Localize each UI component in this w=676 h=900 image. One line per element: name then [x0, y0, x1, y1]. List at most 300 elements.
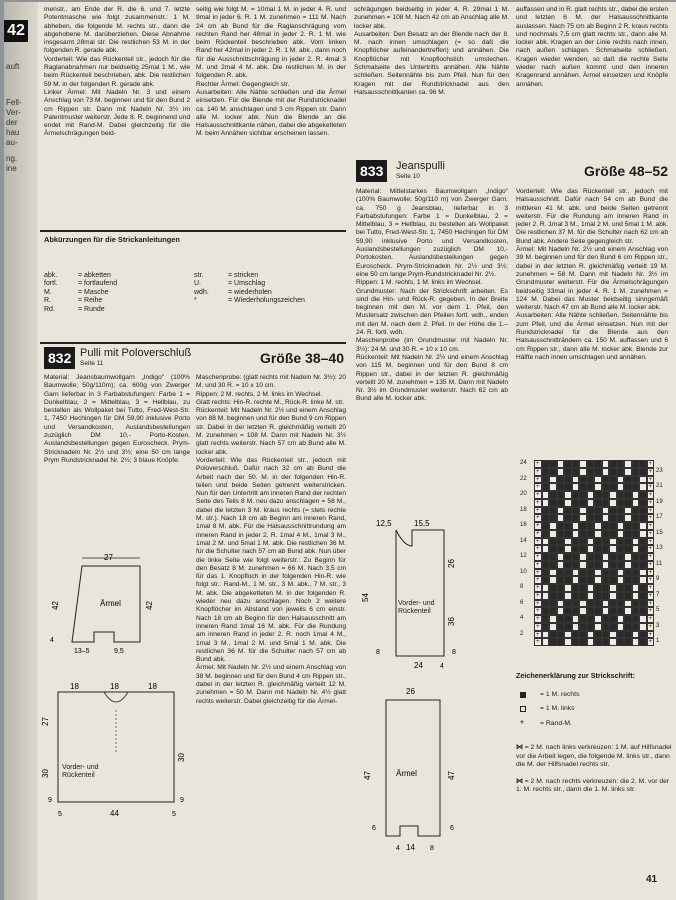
chart-cell — [587, 468, 595, 476]
paragraph: Vorderteil: Wie das Rückenteil str., jedoch mit Poloverschluß. Dafür nach 32 cm ab Bund die Arbeit nach der 50. M. in der folgenden Hin-R. teilen und beide Seiten getrennt weiterstricken. Nun für den Untertritt am inneren Rand der rechten Seite des Teils 8 M. neu dazu anschlagen = 58 M., dabei die letzten 3 M. kraus rechts (= stets rechte M. str.). Nach 18 cm ab Beginn am inneren Rand, 1mal 8 M. abk. Für die Halsausschnittrundung am inneren Rand in jeder 2. R. 1mal 4 M., 1mal 3 M., 1mal 2 M. und 5mal 1 M. abk. Die restlichen 36 M. für die Schulter nach 57 cm ab Bund abk. Nun über die linke Seite wie folgt weiterstr.: Zu Beginn für den Besatz 8 M. zunehmen = 66 M. Nach 3,5 cm für das 1. Knopfloch in der folgenden Hin-R. wie folgt str.: Rand-M., 1 M. str., 3 M. abk., 7 M. str., 3 M. abk. Die abgeketteten M. in der folgenden R. wieder neu dazu anschlagen. Noch 2 weitere Knopflöcher im Abstand von jeweils 6 cm einstr. Nach 18 cm ab Beginn für den Halsausschnitt am inneren Rand 1mal 16 M. abk. Für die Rundung am inneren Rand in jeder 2. R. noch 1mal 4 M., 1mal 3 M., 1mal 2 M. und 5mal 1 M. abk. Die restlichen 36 M. für die Schulter nach 57 cm ab Bund abk. — [196, 456, 346, 664]
abbreviation-meaning: = Reihe — [78, 297, 103, 305]
chart-cell — [572, 460, 580, 468]
chart-cell — [632, 592, 640, 600]
chart-row-number: 23 — [656, 467, 663, 474]
chart-cell — [542, 468, 550, 476]
abbreviation-meaning: = Masche — [78, 288, 109, 296]
chart-cell — [617, 468, 625, 476]
abbreviation: str. — [194, 272, 204, 279]
paragraph: Rückenteil: Mit Nadeln Nr. 2½ und einem Anschlag von 88 M. beginnen und für den Bund 9 cm Rippen str. Dabei in der letzten R. gleichmäßig verteilt 20 M. zunehmen = 108 M. Dann mit Nadeln Nr. 3½ glatt rechts weiterstr. Nach 57 cm ab Bund alle M. locker abk. — [196, 407, 346, 456]
dimension-label: 9 — [180, 797, 184, 804]
paragraph: seitig wie folgt M. = 10mal 1 M. in jeder 4. R. und 9mal in jeder 6. R. 1 M. zunehmen = 111 M. Nach 24 cm ab Bund für die Raglanschrägung vom rechten Rand her 48mal in jeder 2. R. 1 M. wie beim Rückenteil beschrieben abk. Vom linken Rand her 42mal in jeder 2. R. 1 M. abk., dann noch für die Ausschnittschrägung in jeder 2. R. 4mal 3 M. und 2mal 4 M. abk. Die restlichen M. in der folgenden R. abk. — [196, 6, 346, 80]
pattern-832-header — [44, 347, 344, 369]
piece-label: Ärmel — [100, 599, 121, 608]
chart-cell: + — [648, 592, 652, 599]
chart-cell — [579, 468, 587, 476]
chart-cell: + — [648, 507, 652, 514]
chart-cell — [542, 507, 550, 515]
chart-cell — [549, 522, 557, 530]
chart-cell — [624, 507, 632, 515]
chart-cell — [579, 607, 587, 615]
chart-cell — [624, 576, 632, 584]
chart-cell: + — [535, 554, 540, 560]
chart-cell — [639, 607, 647, 615]
margin-fragment: ine — [6, 164, 17, 173]
chart-cell: + — [648, 461, 652, 467]
paragraph: Ärmel: Mit Nadeln Nr. 2½ und einem Anschlag von 38 M. beginnen und für den Bund 4 cm Rippen str., dabei in der letzten R. gleichmäßig verteilt 12 M. zunehmen = 50 M. Dann mit Nadeln Nr. 4½ glatt rechts weiterstr. Dabei gleichzeitig für die Ärmel- — [196, 664, 346, 705]
chart-cell — [587, 638, 595, 646]
chart-cell — [594, 522, 602, 530]
dimension-label: 15,5 — [414, 519, 430, 528]
chart-cell — [572, 483, 580, 491]
chart-cell — [549, 592, 557, 600]
chart-cell — [602, 545, 610, 553]
dimension-label: 27 — [41, 717, 50, 726]
chart-cell — [549, 514, 557, 522]
chart-cell — [579, 491, 587, 499]
chart-cell — [632, 538, 640, 546]
chart-cell — [587, 538, 595, 546]
chart-cell — [609, 623, 617, 631]
margin-fragment: der — [6, 118, 18, 127]
chart-row-number: 14 — [520, 537, 527, 544]
dimension-label: 30 — [177, 753, 186, 762]
chart-cell — [542, 600, 550, 608]
chart-cell — [594, 576, 602, 584]
abbreviation: fortl. — [44, 280, 58, 288]
abbreviation-row — [44, 272, 194, 280]
chart-cell — [587, 483, 595, 491]
chart-cell — [639, 476, 647, 484]
chart-cell — [639, 638, 647, 646]
chart-cell — [602, 584, 610, 592]
cross-right-icon: ⋈ — [516, 777, 523, 785]
chart-cell — [632, 553, 640, 561]
chart-cell — [557, 592, 565, 600]
chart-cell — [557, 615, 565, 623]
chart-cell — [542, 460, 550, 468]
chart-cell — [572, 615, 580, 623]
margin-fragment: Fell- — [6, 98, 22, 107]
legend-title: Zeichenerklärung zur Strickschrift: — [516, 671, 636, 680]
chart-cell: + — [535, 639, 540, 646]
pattern-page: Seite 11 — [80, 360, 104, 367]
chart-row-number: 18 — [520, 506, 527, 513]
chart-cell: + — [648, 561, 652, 568]
chart-row-number: 24 — [520, 460, 527, 466]
chart-cell — [557, 600, 565, 608]
chart-cell — [602, 468, 610, 476]
chart-cell — [564, 623, 572, 631]
text-column-1 — [44, 6, 190, 139]
chart-cell: + — [535, 585, 540, 591]
chart-cell — [579, 615, 587, 623]
chart-cell — [587, 460, 595, 468]
chart-cell — [564, 584, 572, 592]
abbreviation-row — [194, 272, 344, 280]
chart-cell: + — [535, 616, 540, 622]
chart-row-number: 5 — [656, 607, 660, 614]
chart-cell — [564, 553, 572, 561]
chart-cell — [587, 615, 595, 623]
chart-cell — [587, 491, 595, 499]
abbreviation: Rd. — [44, 305, 55, 313]
chart-cell — [549, 623, 557, 631]
chart-cell — [572, 584, 580, 592]
chart-cell — [557, 499, 565, 507]
chart-cell — [587, 584, 595, 592]
chart-cell — [609, 530, 617, 538]
chart-cell — [549, 615, 557, 623]
chart-cell — [602, 638, 610, 646]
chart-cell — [594, 499, 602, 507]
chart-cell — [572, 530, 580, 538]
chart-cell — [617, 607, 625, 615]
chart-cell — [594, 460, 602, 468]
abbreviation: wdh. — [194, 288, 209, 296]
chart-cell: + — [648, 585, 652, 591]
chart-row-number: 15 — [656, 529, 663, 536]
chart-cell — [617, 569, 625, 577]
chart-cell — [632, 584, 640, 592]
chart-cell — [617, 460, 625, 468]
chart-cell — [632, 569, 640, 577]
chart-cell — [617, 592, 625, 600]
chart-cell — [602, 476, 610, 484]
chart-cell — [572, 522, 580, 530]
pattern-833-header — [356, 160, 668, 182]
margin-fragment: au- — [6, 138, 18, 147]
chart-cell: + — [648, 577, 652, 584]
chart-cell — [572, 507, 580, 515]
chart-cell — [617, 576, 625, 584]
chart-cell — [557, 491, 565, 499]
abbreviation-meaning: = stricken — [228, 272, 259, 279]
chart-cell — [587, 545, 595, 553]
chart-cell — [564, 483, 572, 491]
chart-cell — [549, 600, 557, 608]
chart-cell — [549, 584, 557, 592]
chart-cell — [594, 584, 602, 592]
chart-cell — [564, 592, 572, 600]
chart-cell — [632, 631, 640, 639]
paragraph: Glatt rechts: Hin-R. rechte M., Rück-R. linke M. str. — [196, 398, 345, 406]
chart-cell — [624, 615, 632, 623]
chart-cell — [542, 584, 550, 592]
chart-cell — [617, 530, 625, 538]
chart-cell — [617, 600, 625, 608]
chart-cell — [542, 569, 550, 577]
chart-cell — [572, 468, 580, 476]
chart-cell — [609, 576, 617, 584]
chart-cell — [624, 607, 632, 615]
legend-item — [516, 691, 672, 700]
chart-cell — [572, 592, 580, 600]
chart-cell — [639, 507, 647, 515]
chart-cell — [624, 491, 632, 499]
abbreviation-row — [44, 297, 194, 305]
chart-cell — [639, 553, 647, 561]
pattern-832-column-a — [44, 374, 190, 465]
paragraph: Rippen: 1 M. rechts, 1 M. links im Wechsel. — [356, 279, 483, 287]
chart-cell — [594, 631, 602, 639]
chart-cell — [587, 569, 595, 577]
chart-cell — [632, 476, 640, 484]
chart-cell — [594, 530, 602, 538]
chart-cell — [594, 538, 602, 546]
chart-cell — [557, 553, 565, 561]
schematic-832-body — [41, 682, 194, 822]
chart-cell: + — [535, 561, 540, 568]
legend-cross-right — [516, 778, 672, 795]
chart-cell — [602, 576, 610, 584]
dimension-label: 47 — [447, 771, 456, 780]
dimension-label: 4 — [440, 663, 444, 670]
chart-cell — [549, 460, 557, 468]
chart-cell — [549, 468, 557, 476]
chart-cell — [609, 538, 617, 546]
abbreviations-left — [44, 272, 194, 314]
divider — [40, 342, 346, 344]
chart-cell — [557, 468, 565, 476]
chart-cell — [564, 615, 572, 623]
chart-cell — [639, 483, 647, 491]
chart-cell — [594, 545, 602, 553]
chart-cell — [639, 522, 647, 530]
chart-row-number: 11 — [656, 560, 663, 567]
chart-cell — [587, 499, 595, 507]
abbreviation-meaning: = Umschlag — [228, 280, 266, 288]
chart-cell — [602, 522, 610, 530]
chart-cell — [579, 561, 587, 569]
paragraph: menstr., am Ende der R. die 6. und 7. letzte Potentmasche wie folgt zusammenstr.: 1 M. abheben, die folgende M. rechts str., dann die abgehobene M. darüberziehen. Diese Abnahme insgesamt 28mal str. Die restlichen 53 M. in der folgenden R. gerade abk. — [44, 6, 190, 55]
chart-cell — [617, 553, 625, 561]
dimension-label: 27 — [104, 553, 113, 562]
page-number: 41 — [646, 874, 658, 885]
chart-cell — [617, 623, 625, 631]
chart-cell — [594, 600, 602, 608]
chart-row-numbers-left — [520, 460, 534, 646]
chart-cell — [579, 499, 587, 507]
chart-cell: + — [648, 608, 652, 615]
chart-row-number: 2 — [520, 630, 524, 637]
piece-label: Ärmel — [396, 769, 417, 778]
chart-cell — [557, 476, 565, 484]
chart-cell — [557, 631, 565, 639]
dimension-label: 6 — [450, 825, 454, 832]
abbreviation: M. — [44, 288, 52, 296]
chart-cell — [557, 576, 565, 584]
abbreviation-meaning: = abketten — [78, 272, 111, 279]
paragraph: schrägungen beidseitig in jeder 4. R. 29mal 1 M. zunehmen = 108 M. Nach 42 cm ab Anschlag alle M. locker abk. — [354, 6, 509, 30]
chart-cell — [542, 522, 550, 530]
chart-cell — [624, 600, 632, 608]
dimension-label: 42 — [51, 601, 60, 610]
chart-cell — [624, 553, 632, 561]
chart-cell — [632, 561, 640, 569]
paragraph: auffassen und in R. glatt rechts str., dabei die ersten und letzten 6 M. der Halsausschnittkante auslassen. Nach 75 cm ab Beginn 2 R. kraus rechts und nochmals 7,5 cm glatt rechts str., dann alle M. locker abk. Kragen an der Linie rechts nach innen, nach außen schlagen. Schmalseite schließen. Kragen wieder wenden, so daß die rechte Seite wieder nach außen kommt und den inneren Kragenrand annähen. Ärmel einsetzen und Knöpfe annähen. — [516, 6, 668, 88]
chart-cell: + — [648, 523, 652, 529]
chart-cell — [542, 483, 550, 491]
abbreviation: U. — [194, 280, 201, 288]
chart-cell — [564, 576, 572, 584]
chart-cell — [594, 507, 602, 515]
chart-cell — [594, 514, 602, 522]
chart-cell — [609, 561, 617, 569]
chart-cell — [549, 507, 557, 515]
page-tab: 42 — [4, 20, 28, 42]
magazine-page — [4, 2, 676, 900]
dimension-label: 4 — [396, 845, 400, 852]
chart-cell: + — [648, 484, 652, 491]
chart-cell — [609, 584, 617, 592]
chart-cell — [587, 561, 595, 569]
chart-cell — [602, 499, 610, 507]
chart-row-number: 22 — [520, 475, 527, 482]
abbreviation-meaning: = wiederholen — [228, 288, 272, 296]
chart-cell — [579, 483, 587, 491]
chart-cell: + — [535, 530, 540, 537]
chart-cell — [639, 592, 647, 600]
abbreviations-box — [44, 235, 344, 313]
chart-cell — [564, 569, 572, 577]
chart-cell — [572, 569, 580, 577]
chart-cell — [609, 607, 617, 615]
chart-cell — [639, 545, 647, 553]
chart-legend — [516, 672, 672, 795]
abbreviation-meaning: = fortlaufend — [78, 280, 118, 288]
dimension-label: 5 — [58, 811, 62, 818]
chart-cell — [549, 476, 557, 484]
chart-cell — [579, 553, 587, 561]
chart-cell — [609, 615, 617, 623]
chart-cell — [624, 522, 632, 530]
chart-cell — [572, 638, 580, 646]
chart-cell — [617, 522, 625, 530]
chart-cell — [632, 638, 640, 646]
chart-cell — [594, 491, 602, 499]
chart-cell — [602, 561, 610, 569]
chart-cell — [632, 507, 640, 515]
chart-cell — [617, 561, 625, 569]
dimension-label: 9,5 — [114, 648, 124, 655]
legend-text: = 2 M. nach rechts verkreuzen: die 2. M. vor der 1. M. rechts str., dann die 1. M. links str. — [516, 777, 670, 793]
schematic-832-sleeve — [44, 548, 190, 658]
pattern-name: Jeanspulli — [396, 160, 445, 172]
dimension-label: 26 — [447, 559, 456, 568]
chart-cell — [557, 522, 565, 530]
chart-cell — [542, 576, 550, 584]
schematic-833-body — [356, 516, 496, 672]
chart-cell — [557, 584, 565, 592]
chart-cell — [609, 460, 617, 468]
chart-cell — [587, 631, 595, 639]
chart-cell — [572, 623, 580, 631]
abbreviations-right — [194, 272, 344, 306]
chart-cell: + — [648, 468, 652, 475]
chart-cell — [579, 476, 587, 484]
chart-cell — [639, 615, 647, 623]
chart-cell — [587, 476, 595, 484]
dimension-label: 8 — [376, 649, 380, 656]
paragraph: Material: Mittelstarkes Baumwollgarn „Indigo" (100% Baumwolle; 50g/110 m) von Zwerger Garn: ca. 750 g Jeansblau, lieferbar in 3 Farbabstufungen: Farbe 1 = Dunkelblau, 2 = Mittelblau, 3 = Hellblau, zu bestellen als Wollpaket bei Tutto, Fred-West-Str. 1, 7450 Hechingen für DM 59,90 inklusive Porto und Versandkosten, Auslandsbestellungen zuzüglich DM 10,- Portokosten. Auslandsbestellungen gegen Euroscheck. Prym-Stricknadeln Nr. 2½ und 3½; eine 50 cm lange Prym-Rundstricknadel Nr. 2½. — [356, 188, 508, 278]
chart-cell — [564, 600, 572, 608]
chart-cell — [572, 631, 580, 639]
chart-cell — [624, 592, 632, 600]
chart-cell: + — [648, 515, 652, 522]
legend-text: = 1 M. links — [540, 705, 575, 712]
chart-cell — [557, 507, 565, 515]
chart-cell — [594, 592, 602, 600]
chart-cell — [594, 615, 602, 623]
chart-cell — [549, 483, 557, 491]
pattern-833-column-a — [356, 188, 508, 404]
chart-cell — [639, 623, 647, 631]
chart-cell — [602, 491, 610, 499]
chart-cell: + — [535, 492, 540, 498]
paragraph: Rechter Ärmel: Gegengleich str. — [196, 80, 290, 88]
chart-cell — [639, 631, 647, 639]
chart-cell — [624, 460, 632, 468]
paragraph: Vorderteil: Wie das Rückenteil str., jedoch für die Raglanabnahmen nur beidseitig 25mal 1 M., wie beim Rückenteil beschrieben, abk. Die restlichen 59 M. in der folgenden R. gerade abk. — [44, 55, 190, 88]
chart-cell — [602, 569, 610, 577]
paragraph: Rückenteil: Mit Nadeln Nr. 2½ und einem Anschlag von 115 M. beginnen und für den Bund 8 cm Rippen str., dabei in der letzten R. gleichmäßig verteilt 20 M. zunehmen = 135 M. Dann mit Nadeln Nr. 3½ im Grundmuster weiterstr. Nach 62 cm ab Bund alle M. locker abk. — [356, 353, 508, 403]
schematic-833-sleeve — [356, 680, 496, 860]
chart-cell: + — [535, 515, 540, 522]
chart-cell — [624, 530, 632, 538]
chart-cell: + — [535, 577, 540, 584]
chart-cell — [587, 522, 595, 530]
chart-cell — [549, 491, 557, 499]
chart-cell — [564, 507, 572, 515]
chart-cell — [609, 514, 617, 522]
chart-cell — [542, 592, 550, 600]
chart-cell — [602, 507, 610, 515]
chart-cell: + — [648, 530, 652, 537]
chart-cell — [549, 576, 557, 584]
chart-cell: + — [535, 499, 540, 506]
dimension-label: 44 — [110, 809, 119, 818]
chart-cell: + — [648, 623, 652, 630]
abbreviation-meaning: = Wiederholungszeichen — [228, 297, 305, 305]
margin-fragment: auft — [6, 62, 20, 71]
chart-cell — [542, 499, 550, 507]
chart-cell — [542, 545, 550, 553]
legend-text: = Rand-M. — [540, 719, 572, 727]
chart-cell — [602, 538, 610, 546]
chart-cell — [557, 538, 565, 546]
chart-cell — [549, 569, 557, 577]
chart-cell — [572, 607, 580, 615]
chart-cell — [579, 514, 587, 522]
chart-cell — [602, 623, 610, 631]
chart-cell — [579, 507, 587, 515]
chart-cell — [564, 476, 572, 484]
chart-row-number: 17 — [656, 514, 663, 521]
piece-label: Vorder- und Rückenteil — [398, 600, 435, 615]
chart-cell — [609, 638, 617, 646]
chart-cell — [594, 468, 602, 476]
chart-cell — [624, 499, 632, 507]
text-column-3 — [354, 6, 509, 97]
chart-cell — [624, 538, 632, 546]
chart-cell — [579, 545, 587, 553]
chart-cell — [587, 600, 595, 608]
chart-cell — [557, 607, 565, 615]
chart-cell — [549, 499, 557, 507]
chart-cell — [632, 514, 640, 522]
chart-row-number: 21 — [656, 483, 663, 490]
